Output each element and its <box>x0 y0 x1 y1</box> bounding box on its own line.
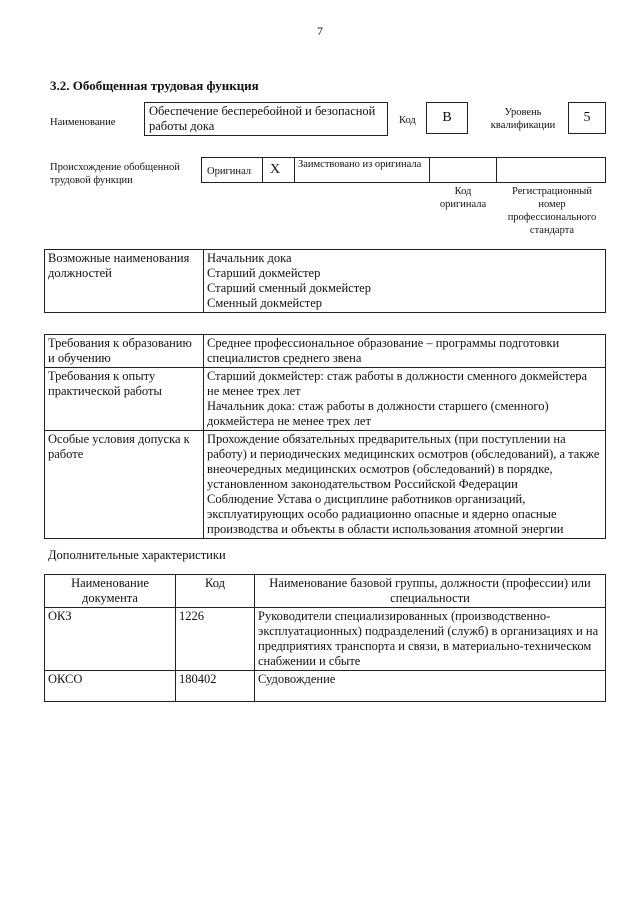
additional-heading: Дополнительные характеристики <box>48 548 226 562</box>
column-header: Наименование документа <box>45 575 176 608</box>
requirement-value: Среднее профессиональное образование – программы подготовки специалистов среднего звена <box>204 335 606 368</box>
original-mark: X <box>270 162 281 177</box>
requirements-table <box>44 334 606 539</box>
requirement-value <box>204 431 606 539</box>
additional-table <box>44 574 606 702</box>
section-title: 3.2. Обобщенная трудовая функция <box>50 78 259 93</box>
position-item: Сменный докмейстер <box>207 296 323 310</box>
origin-label: Происхождение обобщенной трудовой функции <box>50 162 180 186</box>
positions-list <box>204 250 606 313</box>
positions-label: Возможные наименования должностей <box>45 250 204 313</box>
doc-name: ОКСО <box>45 671 176 702</box>
requirement-label: Требования к образованию и обучению <box>45 335 204 368</box>
doc-code: 180402 <box>176 671 255 702</box>
position-item: Старший сменный докмейстер <box>207 281 371 295</box>
requirement-label: Особые условия допуска к работе <box>45 431 204 539</box>
level-label: Уровень квалификации <box>490 107 556 131</box>
requirements-row <box>45 368 606 431</box>
function-name: Обеспечение бесперебойной и безопасной работы дока <box>144 102 388 136</box>
requirement-line: Старший докмейстер: стаж работы в должности сменного докмейстера не менее трех лет <box>207 369 588 398</box>
borrowed-label: Заимствовано из оригинала <box>298 159 422 170</box>
level-value: 5 <box>568 102 606 134</box>
requirement-line: Начальник дока: стаж работы в должности старшего (сменного) докмейстера не менее трех лет <box>207 399 549 428</box>
position-item: Начальник дока <box>207 251 292 265</box>
table-row <box>45 671 606 702</box>
code-original-caption: Код оригинала <box>439 186 487 210</box>
column-header: Код <box>176 575 255 608</box>
original-label: Оригинал <box>207 166 251 177</box>
requirement-line: Соблюдение Устава о дисциплине работников организаций, эксплуатирующих особо радиационно опасные и ядерно опасные производства и объекты в области использования атомной энергии <box>207 492 564 536</box>
group-name: Руководители специализированных (производственно-эксплуатационных) подразделений (служб) в организациях и на предприятиях транспорта и связи, в материально-техническом снабжении и сбыте <box>255 608 606 671</box>
doc-code: 1226 <box>176 608 255 671</box>
requirements-row <box>45 431 606 539</box>
requirements-row <box>45 335 606 368</box>
requirement-line: Прохождение обязательных предварительных (при поступлении на работу) и периодических медицинских осмотров (обследований), а также внеочередных медицинских осмотров (обследований) в порядке, установленном законодательством Российской Федерации <box>207 432 600 491</box>
code-value: B <box>426 102 468 134</box>
doc-name: ОКЗ <box>45 608 176 671</box>
positions-table <box>44 249 606 313</box>
table-header <box>45 575 606 608</box>
registration-number-caption: Регистрационный номер профессионального стандарта <box>507 186 597 236</box>
name-label: Наименование <box>50 117 116 128</box>
group-name: Судовождение <box>255 671 606 702</box>
column-header: Наименование базовой группы, должности (профессии) или специальности <box>255 575 606 608</box>
table-row <box>45 608 606 671</box>
requirement-label: Требования к опыту практической работы <box>45 368 204 431</box>
page-number: 7 <box>317 24 323 38</box>
requirement-value <box>204 368 606 431</box>
code-label: Код <box>399 115 416 126</box>
position-item: Старший докмейстер <box>207 266 321 280</box>
